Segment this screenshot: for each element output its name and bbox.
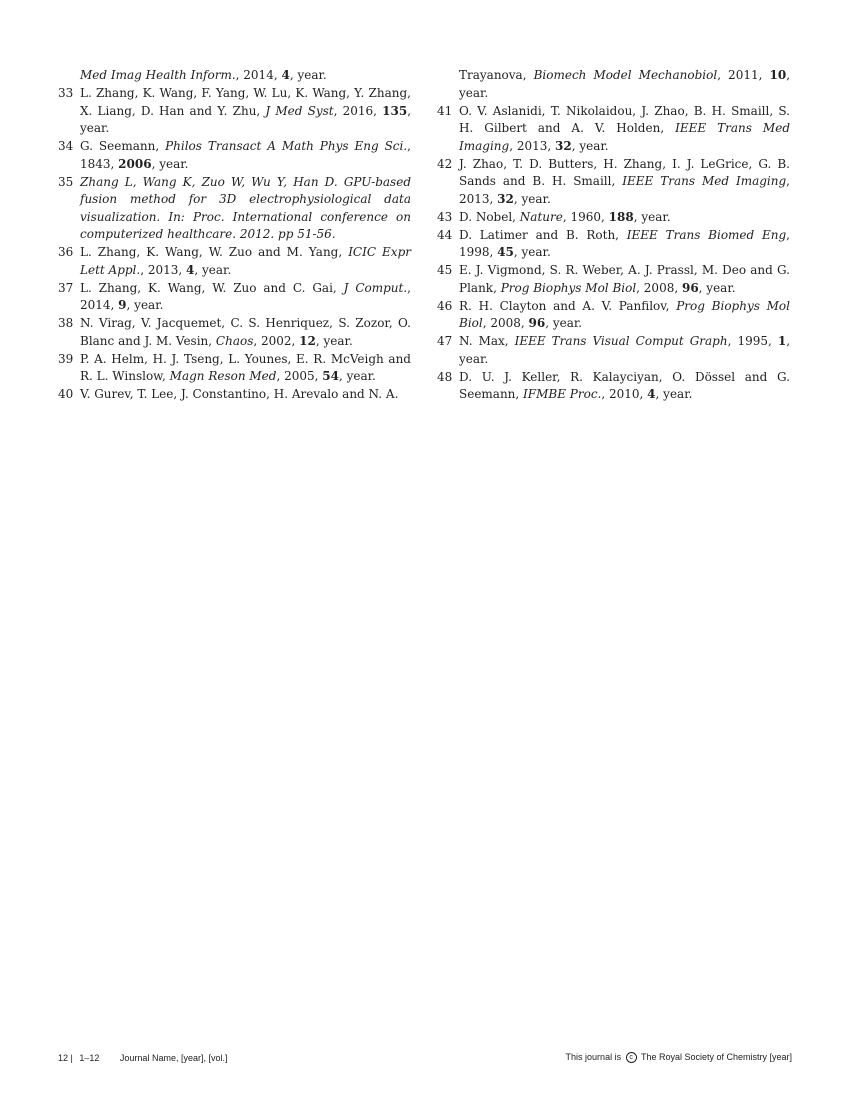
reference-text: E. J. Vigmond, S. R. Weber, A. J. Prassl, M. Deo and G. Plank,	[459, 263, 790, 295]
reference-volume: 4	[647, 387, 656, 401]
reference-entry	[437, 67, 790, 102]
reference-text: , 2014,	[235, 68, 282, 82]
reference-text: , year.	[633, 209, 671, 224]
reference-volume: 1	[777, 334, 787, 348]
reference-text: , 2008,	[636, 280, 682, 295]
reference-text: , year.	[513, 191, 551, 206]
reference-volume: 32	[497, 191, 514, 206]
reference-text: L. Zhang, K. Wang, W. Zuo and M. Yang,	[80, 245, 349, 259]
reference-entry	[437, 298, 790, 333]
reference-entry	[58, 67, 411, 85]
reference-volume: 10	[769, 68, 787, 82]
reference-number: 37	[58, 280, 74, 295]
reference-text: , 1960,	[562, 209, 609, 224]
reference-text: , 2014,	[80, 280, 411, 312]
reference-text: , 2013,	[140, 262, 187, 277]
reference-volume: 12	[299, 333, 316, 348]
reference-text: , 2013,	[509, 138, 555, 153]
reference-text: D. Nobel,	[459, 209, 520, 224]
reference-text: N. Virag, V. Jacquemet, C. S. Henriquez, S. Zozor, O. Blanc and J. M. Vesin,	[80, 316, 411, 348]
reference-text: D. Latimer and B. Roth,	[459, 227, 627, 242]
reference-text: , 2008,	[482, 316, 529, 330]
reference-text: , year.	[459, 334, 791, 366]
reference-number: 38	[58, 316, 74, 330]
reference-volume: 9	[118, 298, 127, 312]
reference-number: 47	[437, 334, 453, 348]
reference-journal: Med Imag Health Inform.	[80, 68, 236, 82]
reference-volume: 32	[555, 138, 572, 153]
reference-volume: 45	[497, 245, 514, 259]
reference-journal: IFMBE Proc.	[523, 387, 602, 401]
reference-text: , 2002,	[253, 333, 300, 348]
reference-entry	[58, 315, 411, 350]
reference-entry	[437, 103, 790, 156]
footer-left	[58, 1053, 231, 1063]
reference-journal: J Comput.	[343, 280, 408, 295]
reference-text: L. Zhang, K. Wang, W. Zuo and C. Gai,	[80, 280, 344, 295]
reference-text: , 1998,	[459, 227, 790, 259]
reference-number: 36	[58, 245, 74, 259]
reference-text: J. Zhao, T. D. Butters, H. Zhang, I. J. LeGrice, G. B. Sands and B. H. Smaill,	[459, 156, 790, 188]
reference-journal: ICIC Expr Lett Appl.	[80, 245, 411, 277]
reference-entry	[437, 369, 790, 404]
reference-text: P. A. Helm, H. J. Tseng, L. Younes, E. R. McVeigh and R. L. Winslow,	[80, 351, 411, 383]
reference-number: 46	[437, 298, 453, 313]
reference-volume: 96	[681, 280, 699, 295]
reference-text: , year.	[289, 68, 327, 82]
reference-text: , year.	[655, 387, 693, 401]
reference-entry	[58, 280, 411, 315]
reference-journal: Prog Biophys Mol Biol	[459, 298, 790, 330]
references-right-column	[437, 67, 790, 404]
reference-volume: 54	[322, 369, 339, 383]
reference-entry	[437, 333, 790, 368]
reference-text: V. Gurev, T. Lee, J. Constantino, H. Arevalo and N. A.	[80, 387, 399, 401]
copyright-icon: c	[626, 1052, 637, 1063]
reference-number: 48	[437, 369, 453, 384]
reference-volume: 2006	[118, 156, 152, 171]
references-left-column	[58, 67, 411, 404]
reference-entry	[58, 174, 411, 244]
reference-text: , year.	[459, 68, 791, 100]
reference-entry	[58, 351, 411, 386]
reference-text: N. Max,	[459, 334, 515, 348]
reference-journal: IEEE Trans Visual Comput Graph	[514, 334, 728, 348]
reference-entry	[437, 227, 790, 262]
reference-journal: J Med Syst	[265, 103, 334, 118]
reference-number: 35	[58, 174, 74, 189]
reference-volume: 4	[186, 262, 195, 277]
reference-text: , year.	[698, 280, 736, 295]
reference-text: , 2016,	[333, 103, 383, 118]
reference-journal: Chaos	[215, 333, 254, 348]
reference-number: 34	[58, 139, 74, 153]
reference-number: 39	[58, 351, 74, 366]
reference-text: , year.	[80, 103, 412, 135]
reference-entry	[58, 85, 411, 138]
reference-entry	[437, 156, 790, 209]
reference-journal: Zhang L, Wang K, Zuo W, Wu Y, Han D. GPU-based fusion method for 3D electrophysiological data visualization. In: Proc. International conference on computerized healthcare. 2012. pp 51-56.	[80, 174, 411, 241]
reference-entry	[58, 244, 411, 279]
reference-text: R. H. Clayton and A. V. Panfilov,	[459, 298, 677, 313]
reference-text: , 2010,	[601, 387, 648, 401]
reference-volume: 96	[528, 316, 546, 330]
reference-number: 42	[437, 156, 453, 171]
reference-text: , year.	[571, 138, 609, 153]
reference-number: 43	[437, 209, 453, 224]
reference-volume: 188	[608, 209, 634, 224]
reference-journal: IEEE Trans Biomed Eng	[626, 227, 787, 242]
reference-journal: Philos Transact A Math Phys Eng Sci.	[165, 139, 408, 153]
reference-text: L. Zhang, K. Wang, F. Yang, W. Lu, K. Wang, Y. Zhang, X. Liang, D. Han and Y. Zhu,	[80, 86, 411, 118]
reference-number: 40	[58, 387, 74, 401]
reference-text: Trayanova,	[459, 68, 534, 82]
reference-text: , 2011,	[717, 68, 770, 82]
reference-text: , year.	[545, 316, 583, 330]
reference-journal: Prog Biophys Mol Biol	[500, 280, 637, 295]
footer-journal-prefix: This journal is	[565, 1052, 622, 1062]
reference-text: , year.	[126, 298, 164, 312]
footer-right	[566, 1052, 792, 1063]
reference-text: , 2005,	[276, 369, 323, 383]
reference-text: O. V. Aslanidi, T. Nikolaidou, J. Zhao, B. H. Smaill, S. H. Gilbert and A. V. Holden,	[459, 103, 790, 135]
reference-text: , 2013,	[459, 174, 790, 206]
reference-journal: Magn Reson Med	[169, 369, 277, 383]
reference-text: , year.	[513, 245, 551, 259]
footer-society: The Royal Society of Chemistry [year]	[640, 1052, 792, 1062]
reference-text: , year.	[315, 333, 353, 348]
reference-text: D. U. J. Keller, R. Kalayciyan, O. Dössel and G. Seemann,	[459, 369, 790, 401]
reference-volume: 4	[281, 68, 290, 82]
footer-page-number: 12 |	[58, 1052, 73, 1063]
page-footer	[58, 1052, 792, 1063]
reference-journal: IEEE Trans Med Imaging	[622, 174, 787, 188]
reference-text: , year.	[151, 156, 189, 171]
reference-entry	[58, 138, 411, 173]
reference-volume: 135	[382, 103, 408, 118]
reference-entry	[58, 386, 411, 404]
reference-number: 41	[437, 103, 453, 118]
reference-journal: Nature	[519, 209, 563, 224]
reference-text: G. Seemann,	[80, 139, 166, 153]
reference-text: , year.	[194, 262, 232, 277]
reference-journal: Biomech Model Mechanobiol	[533, 68, 718, 82]
footer-page-range: 1–12	[79, 1052, 100, 1063]
reference-text: , year.	[338, 369, 376, 383]
reference-number: 33	[58, 86, 74, 100]
reference-number: 44	[437, 227, 453, 242]
reference-journal: IEEE Trans Med Imaging	[459, 121, 790, 153]
reference-text: , 1843,	[80, 139, 411, 171]
reference-entry	[437, 262, 790, 297]
reference-number: 45	[437, 263, 453, 277]
footer-journal-name: Journal Name, [year], [vol.]	[119, 1052, 228, 1063]
reference-text: , 1995,	[727, 334, 778, 348]
reference-entry	[437, 209, 790, 227]
